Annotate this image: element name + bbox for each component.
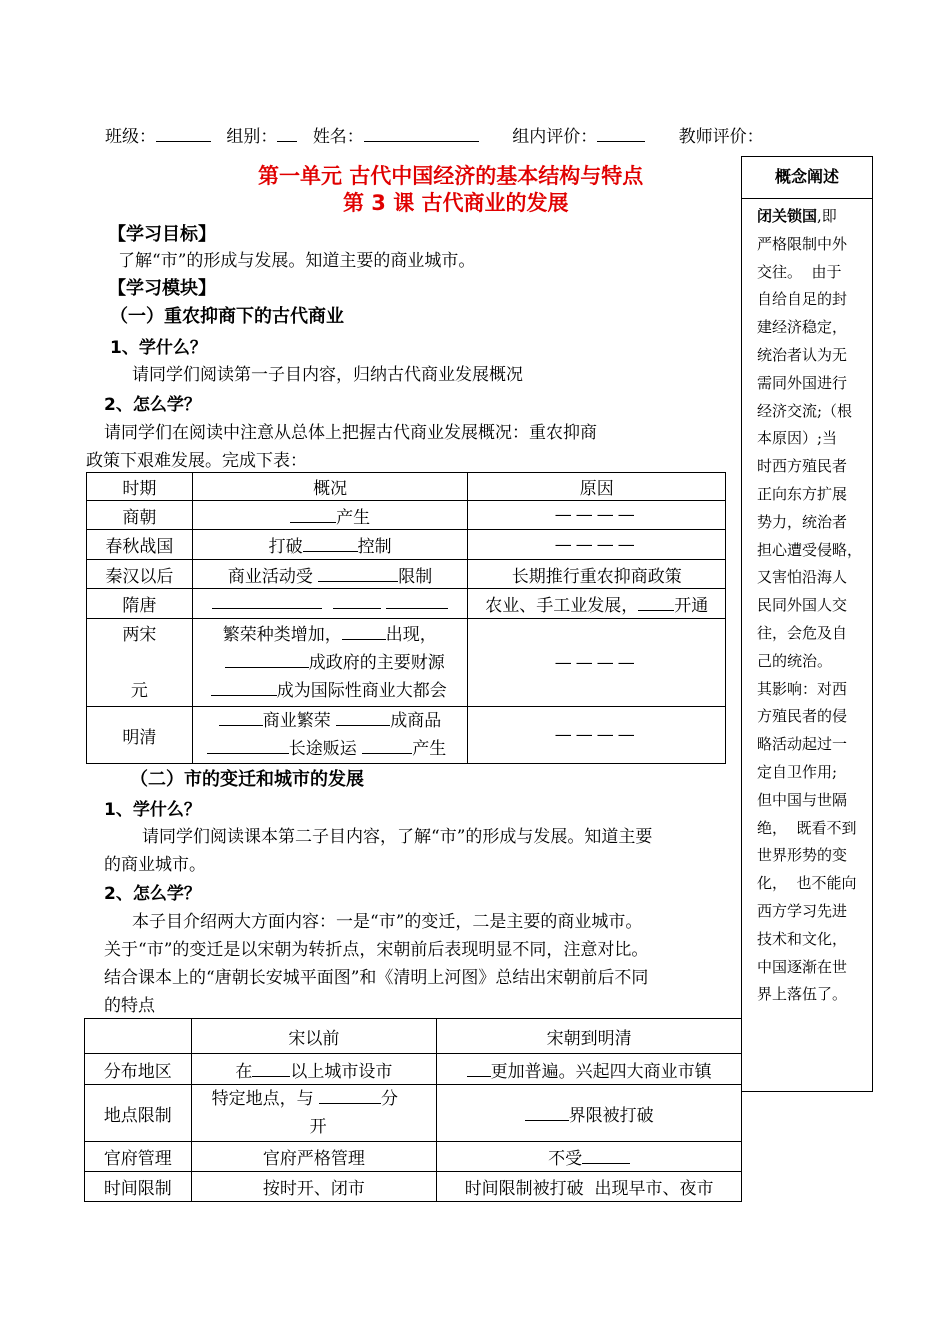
blank[interactable] [525,1106,569,1121]
sidebar-line: 自给自足的封 [757,290,848,309]
group-eval-label: 组内评价： [512,127,598,147]
sidebar-line: 化， 也不能向 [757,874,857,893]
sidebar-line: ,即 [817,207,837,225]
table-row [87,707,726,764]
th-overview: 概况 [192,473,468,501]
group-blank[interactable] [277,127,297,142]
after-cell: 时间限制被打破 出现早市、夜市 [437,1172,742,1202]
cell-text: 开 [309,1117,327,1137]
sidebar-line: 又害怕沿海人 [757,568,848,587]
modules-heading: 【学习模块】 [108,278,216,299]
sidebar-line: 本原因）;当 [757,429,838,448]
commerce-table [86,472,726,764]
blank[interactable] [362,739,412,754]
period-cell [87,619,193,707]
sidebar-line: 严格限制中外 [757,234,848,253]
overview-cell [192,560,468,589]
sidebar-line: 界上落伍了。 [757,985,848,1004]
sidebar-line: 势力，统治者 [757,512,848,531]
reason-cell: ———— [468,501,726,530]
sidebar-line: 时西方殖民者 [757,457,848,476]
reason-cell: 长期推行重农抑商政策 [468,560,726,589]
overview-cell [192,501,468,530]
row-label: 地点限制 [85,1085,192,1142]
overview-text: 产生 [412,739,447,759]
teacher-eval-label: 教师评价： [678,127,764,147]
cell-text: 不受 [548,1149,583,1169]
unit-title: 第一单元 古代中国经济的基本结构与特点 [258,164,644,188]
cell-text: 以上城市设市 [290,1061,393,1082]
sidebar-heading: 概念阐述 [742,157,872,199]
group-label: 组别： [226,127,278,147]
overview-cell [192,707,468,764]
blank[interactable] [638,596,674,611]
s2-text2a: 本子目介绍两大方面内容：一是“市”的变迁，二是主要的商业城市。 [132,912,643,932]
reason-cell: ———— [468,619,726,707]
sidebar-line: 西方学习先进 [757,901,848,920]
sidebar-line: 统治者认为无 [757,345,848,364]
overview-text: 产生 [336,507,371,528]
table-row [85,1085,742,1142]
blank[interactable] [290,508,336,523]
overview-text: 出现， [385,624,437,645]
cell-text: 界限被打破 [568,1105,654,1126]
group-eval-blank[interactable] [597,127,645,142]
th-before-song: 宋以前 [191,1019,437,1054]
reason-text: 农业、手工业发展， [485,596,639,616]
blank[interactable] [212,594,322,609]
s1-text1: 请同学们阅读第一子目内容，归纳古代商业发展概况 [132,365,523,385]
sidebar-line: 往，会危及自 [757,623,848,642]
sidebar-line: 技术和文化， [757,929,848,948]
cell-text: 更加普遍。兴起四大商业市镇 [490,1061,712,1082]
before-cell: 官府严格管理 [191,1142,437,1172]
sidebar-line: 定自卫作用; [757,762,838,781]
th-reason: 原因 [468,473,726,501]
sidebar-term: 闭关锁国 [757,207,818,225]
sidebar-line: 己的统治。 [757,651,833,670]
overview-cell [192,619,468,707]
reason-cell: ———— [468,530,726,560]
sidebar-line: 方殖民者的侵 [757,707,848,726]
s2-q2: 2、怎么学？ [104,884,201,904]
table-row [87,560,726,589]
blank[interactable] [252,1062,290,1077]
row-label: 分布地区 [85,1054,192,1085]
sidebar-line: 绝， 既看不到 [757,818,857,837]
cell-text: 特定地点，与 [211,1089,314,1109]
sidebar-line: 世界形势的变 [757,846,848,865]
sidebar-line: 其影响：对西 [757,679,848,698]
sidebar-line: 民同外国人交 [757,596,848,615]
lesson-title: 第 3 课 古代商业的发展 [343,191,569,215]
s2-text1b: 的商业城市。 [104,855,206,875]
sidebar-line: 略活动起过一 [757,735,848,754]
concept-sidebar [741,156,873,1092]
overview-text: 商业活动受 [227,566,313,587]
s1-text2a: 请同学们在阅读中注意从总体上把握古代商业发展概况：重农抑商 [104,423,597,443]
sidebar-line: 需同外国进行 [757,373,848,392]
sidebar-line: 中国逐渐在世 [757,957,848,976]
period-cell: 春秋战国 [87,530,193,560]
sidebar-line: 经济交流;（根 [757,401,853,420]
cell-text: 分 [381,1089,399,1109]
s1-q1: 1、学什么？ [110,338,207,358]
table-row [87,530,726,560]
s2-text2d: 的特点 [104,996,155,1016]
after-cell [437,1142,742,1172]
table-row [87,501,726,530]
overview-text: 成为国际性商业大都会 [276,680,447,701]
blank[interactable] [336,711,390,726]
name-label: 姓名： [312,127,364,147]
period-cell: 明清 [87,707,193,764]
period-cell: 隋唐 [87,589,193,619]
period-text: 两宋 [122,624,157,645]
before-cell [191,1054,437,1085]
blank[interactable] [333,594,381,609]
period-cell: 商朝 [87,501,193,530]
s2-text2b: 关于“市”的变迁是以宋朝为转折点，宋朝前后表现明显不同，注意对比。 [104,940,649,960]
blank[interactable] [319,1089,381,1104]
th-blank [85,1019,192,1054]
table-row [85,1142,742,1172]
city-market-table [84,1018,742,1202]
s2-q1: 1、学什么？ [104,800,201,820]
goals-text: 了解“市”的形成与发展。知道主要的商业城市。 [118,251,476,271]
name-blank[interactable] [364,127,479,142]
s2-text1a: 请同学们阅读课本第二子目内容，了解“市”的形成与发展。知道主要 [142,827,653,847]
blank[interactable] [386,594,448,609]
table-row [85,1054,742,1085]
blank[interactable] [211,681,277,696]
blank[interactable] [225,653,309,668]
sidebar-body [742,199,872,1009]
sidebar-line: 但中国与世隔 [757,790,848,809]
class-label: 班级： [105,127,156,147]
sidebar-line: 交往。 由于 [757,262,842,281]
overview-text: 商业繁荣 [262,711,331,731]
row-label: 时间限制 [85,1172,192,1202]
sidebar-line: 正向东方扩展 [757,484,848,503]
before-cell [191,1085,437,1142]
s2-text2c: 结合课本上的“唐朝长安城平面图”和《清明上河图》总结出宋朝前后不同 [104,968,649,988]
overview-cell [192,530,468,560]
overview-text: 成商品 [390,711,442,731]
reason-cell [468,589,726,619]
overview-cell [192,589,468,619]
overview-text: 控制 [357,537,392,557]
class-blank[interactable] [156,127,211,142]
cell-text: 在 [235,1061,253,1082]
after-cell [437,1054,742,1085]
overview-text: 长途贩运 [288,739,357,759]
after-cell [437,1085,742,1142]
blank[interactable] [582,1149,630,1164]
section1-title: （一）重农抑商下的古代商业 [110,306,344,327]
blank[interactable] [207,739,289,754]
section2-title: （二）市的变迁和城市的发展 [130,769,364,790]
s1-text2b: 政策下艰难发展。完成下表： [86,451,307,471]
th-period: 时期 [87,473,193,501]
row-label: 官府管理 [85,1142,192,1172]
table-row [87,589,726,619]
goals-heading: 【学习目标】 [108,224,216,245]
th-song-to-ming: 宋朝到明清 [437,1019,742,1054]
sidebar-line: 建经济稳定， [757,318,848,337]
reason-cell: ———— [468,707,726,764]
overview-text: 成政府的主要财源 [308,652,445,673]
blank[interactable] [303,537,358,552]
overview-text: 繁荣种类增加， [222,624,342,645]
period-text: 元 [130,680,148,701]
table-row [87,619,726,707]
sidebar-line: 担心遭受侵略， [757,540,863,559]
reason-text: 开通 [674,596,709,616]
blank[interactable] [342,625,386,640]
overview-text: 限制 [398,566,433,587]
s1-q2: 2、怎么学？ [104,395,201,415]
before-cell: 按时开、闭市 [191,1172,437,1202]
table-row [85,1172,742,1202]
blank[interactable] [219,711,263,726]
blank[interactable] [467,1062,491,1077]
overview-text: 打破 [268,537,303,557]
blank[interactable] [318,567,398,582]
period-cell: 秦汉以后 [87,560,193,589]
